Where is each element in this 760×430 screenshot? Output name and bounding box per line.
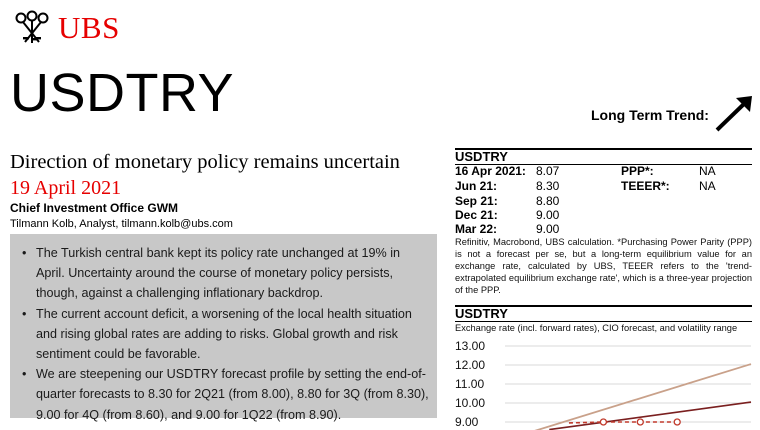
logo-wordmark: UBS (58, 10, 120, 45)
ppp-value: NA (699, 164, 716, 178)
y-tick-label: 9.00 (455, 415, 479, 429)
forecast-point (600, 419, 606, 425)
y-tick-label: 11.00 (455, 377, 485, 391)
forecast-value: 9.00 (536, 222, 560, 236)
summary-box (10, 234, 437, 422)
ubs-keys-logo-icon (12, 10, 52, 46)
author-line: Tilmann Kolb, Analyst, tilmann.kolb@ubs.com (10, 218, 233, 230)
forecast-label: 16 Apr 2021: (455, 164, 526, 178)
bullet-icon: • (22, 246, 27, 260)
arrow-up-right-icon (712, 94, 754, 134)
usdtry-chart (455, 334, 760, 430)
page-title: USDTRY (10, 63, 235, 123)
headline: Direction of monetary policy remains uncertain (10, 151, 400, 173)
forecast-value: 8.80 (536, 194, 560, 208)
forecast-value: 8.30 (536, 179, 560, 193)
forecast-label: Jun 21: (455, 179, 498, 193)
forecast-value: 9.00 (536, 208, 560, 222)
y-tick-label: 12.00 (455, 358, 486, 372)
bullet-icon: • (22, 367, 27, 382)
report-date: 19 April 2021 (10, 177, 122, 199)
ppp-label: PPP*: (621, 164, 654, 178)
forecast-label: Sep 21: (455, 194, 498, 208)
office-name: Chief Investment Office GWM (10, 201, 179, 215)
chart-subtitle: Exchange rate (incl. forward rates), CIO forecast, and volatility range (455, 323, 738, 333)
teeer-label: TEEER*: (621, 179, 670, 193)
summary-list (22, 243, 429, 425)
summary-item: • The Turkish central bank kept its policy rate unchanged at 19% in April. Uncertainty around the course of monetary policy persists, though, against a challenging inflationary backdrop. (22, 243, 429, 304)
series-line (505, 364, 751, 430)
summary-item: • We are steepening our USDTRY forecast profile by setting the end-of-quarter forecasts to 8.30 for 2Q21 (from 8.00), 8.80 for 3Q (from 8.30), 9.00 for 4Q (from 8.60), and 9.00 for 1Q22 (from 8.90). (22, 364, 429, 425)
source-note: Refinitiv, Macrobond, UBS calculation. *Purchasing Power Parity (PPP) is not a forecast per se, but a long-term equilibrium value for an exchange rate, calculated by UBS, TEEER refers to the 'trend-extrapolated equilibrium exchange rate', which is a three-year projection of the PPP. (455, 237, 752, 295)
series-line (549, 402, 751, 430)
forecast-point (637, 419, 643, 425)
forecast-panel-title: USDTRY (455, 148, 752, 165)
trend-label: Long Term Trend: (591, 107, 709, 123)
chart-panel-title: USDTRY (455, 305, 752, 322)
forecast-label: Dec 21: (455, 208, 498, 222)
y-tick-label: 10.00 (455, 396, 486, 410)
forecast-point (674, 419, 680, 425)
bullet-icon: • (22, 306, 27, 321)
summary-item: • The current account deficit, a worsening of the local health situation and rising global rates are adding to risks. Global growth and risk sentiment could be favorable. (22, 304, 429, 365)
teeer-value: NA (699, 179, 716, 193)
y-tick-label: 13.00 (455, 339, 486, 353)
ubs-logo (12, 8, 120, 48)
forecast-value: 8.07 (536, 164, 560, 178)
forecast-label: Mar 22: (455, 222, 498, 236)
